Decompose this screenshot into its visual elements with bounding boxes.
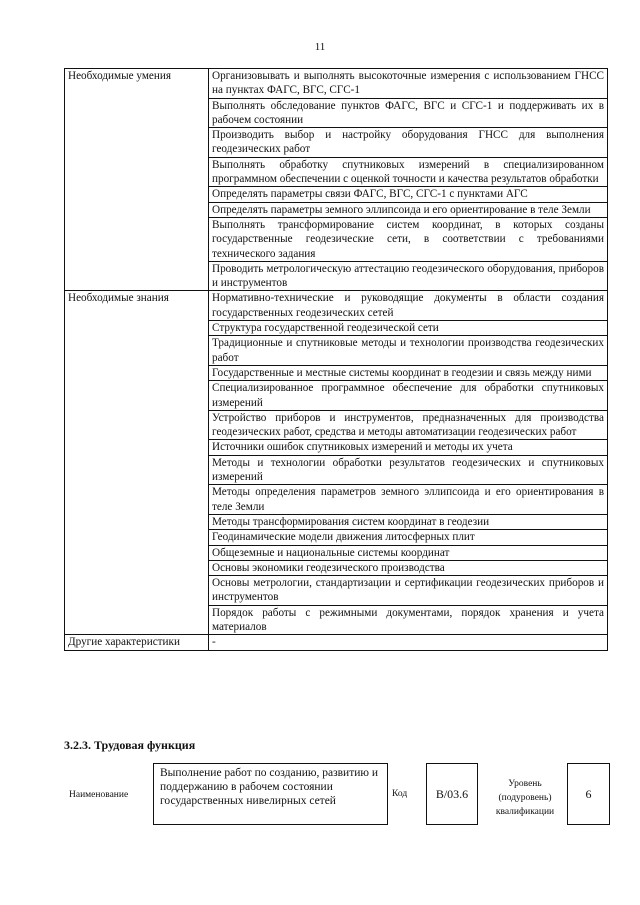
table-cell: Геодинамические модели движения литосферных плит [209, 530, 608, 545]
table-cell: Структура государственной геодезической сети [209, 321, 608, 336]
table-cell: Выполнять обработку спутниковых измерений в специализированном программном обеспечении с оценкой точности и качества результатов обработки [209, 157, 608, 187]
table-cell: Производить выбор и настройку оборудования ГНСС для выполнения геодезических работ [209, 128, 608, 158]
table-cell: Основы метрологии, стандартизации и сертификации геодезических приборов и инструментов [209, 576, 608, 606]
function-code-box: B/03.6 [426, 763, 478, 825]
qualification-level-label: Уровень (подуровень) квалификации [495, 779, 555, 817]
table-cell: Организовывать и выполнять высокоточные измерения с использованием ГНСС на пунктах ФАГС, ВГС, СГС-1 [209, 69, 608, 99]
table-cell: Определять параметры связи ФАГС, ВГС, СГС-1 с пунктами АГС [209, 187, 608, 202]
row-group-label: Необходимые знания [65, 291, 209, 635]
code-label: Код [392, 789, 408, 799]
table-cell: - [209, 635, 608, 650]
function-name-box: Выполнение работ по созданию, развитию и поддержанию в рабочем состоянии государственных нивелирных сетей [153, 763, 388, 825]
table-cell: Проводить метрологическую аттестацию геодезического оборудования, приборов и инструментов [209, 261, 608, 291]
row-group-label: Необходимые умения [65, 69, 209, 291]
table-cell: Специализированное программное обеспечение для обработки спутниковых измерений [209, 381, 608, 411]
page-number: 11 [314, 41, 326, 53]
table-cell: Общеземные и национальные системы координат [209, 545, 608, 560]
table-cell: Методы трансформирования систем координат в геодезии [209, 514, 608, 529]
table-cell: Методы и технологии обработки результатов геодезических и спутниковых измерений [209, 455, 608, 485]
section-title: 3.2.3. Трудовая функция [64, 738, 196, 752]
qualification-level-box: 6 [567, 763, 610, 825]
table-cell: Методы определения параметров земного эллипсоида и его ориентирования в теле Земли [209, 485, 608, 515]
table-cell: Государственные и местные системы координат в геодезии и связь между ними [209, 365, 608, 380]
name-label: Наименование [69, 790, 129, 800]
table-cell: Выполнять обследование пунктов ФАГС, ВГС и СГС-1 и поддерживать их в рабочем состоянии [209, 98, 608, 128]
table-cell: Устройство приборов и инструментов, предназначенных для производства геодезических работ, средства и методы автоматизации геодезических работ [209, 410, 608, 440]
table-cell: Выполнять трансформирование систем координат, в которых созданы государственные геодезические сети, в соответствии с требованиями технического задания [209, 217, 608, 261]
table-row [65, 69, 608, 99]
table-row [65, 635, 608, 650]
table-cell: Определять параметры земного эллипсоида и его ориентирование в теле Земли [209, 202, 608, 217]
table-cell: Основы экономики геодезического производства [209, 560, 608, 575]
table-cell: Порядок работы с режимными документами, порядок хранения и учета материалов [209, 605, 608, 635]
table-cell: Источники ошибок спутниковых измерений и методы их учета [209, 440, 608, 455]
row-group-label: Другие характеристики [65, 635, 209, 650]
table-row [65, 291, 608, 321]
table-cell: Традиционные и спутниковые методы и технологии производства геодезических работ [209, 336, 608, 366]
table-cell: Нормативно-технические и руководящие документы в области создания государственных геодезических сетей [209, 291, 608, 321]
requirements-table [64, 68, 608, 651]
